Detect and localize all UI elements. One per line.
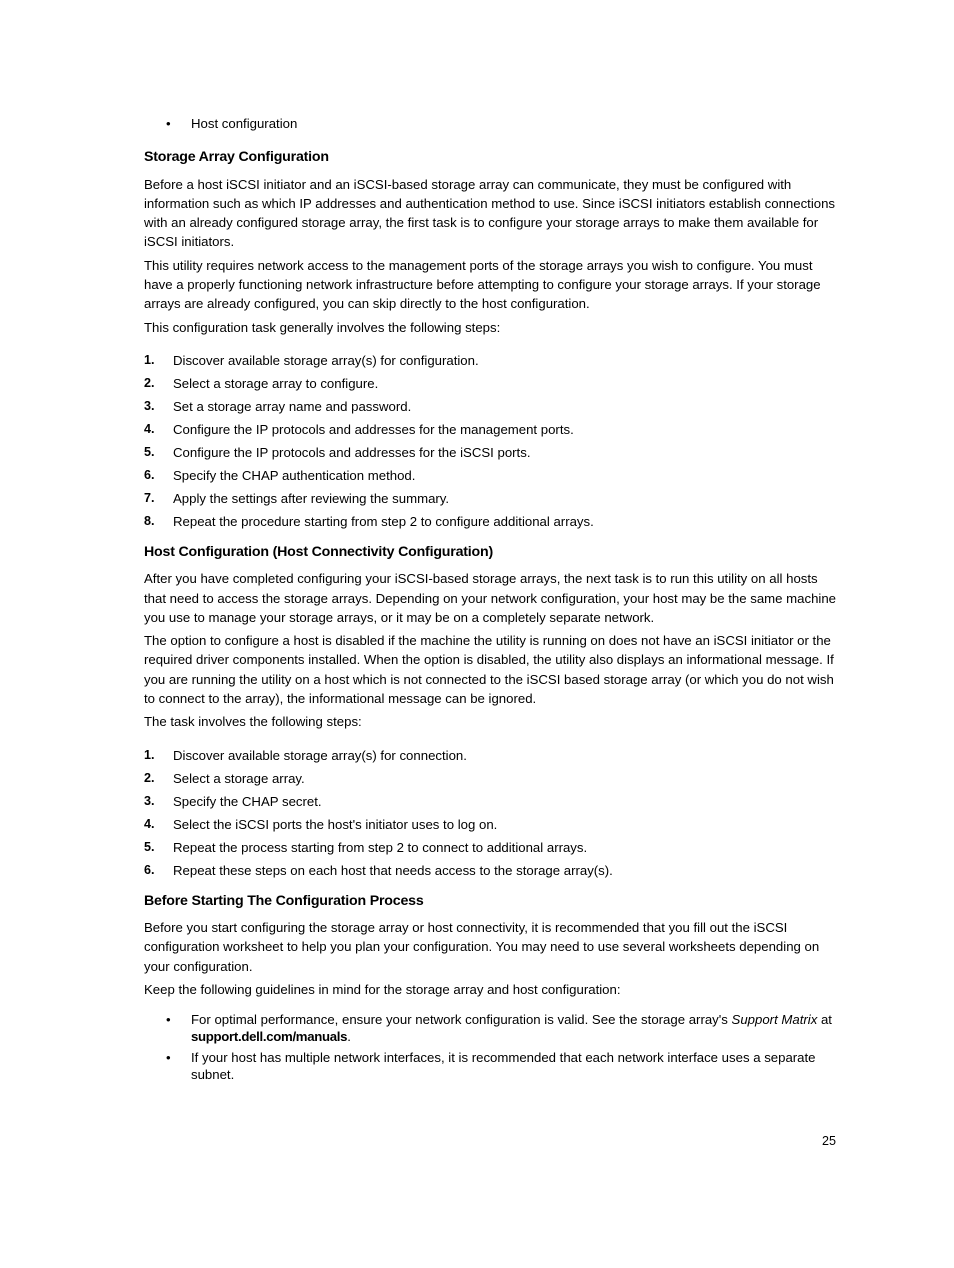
- step-text: Repeat the process starting from step 2 to connect to additional arrays.: [173, 839, 588, 855]
- step-text: Select a storage array to configure.: [173, 375, 379, 391]
- list-item: [144, 489, 840, 512]
- paragraph: After you have completed configuring your iSCSI-based storage arrays, the next task is to run this utility on all hosts that need to access the storage arrays. Depending on your network configuration, your host may be the same machine you use to manage your storage arrays, or it may be on a completely separate network.: [144, 571, 837, 625]
- step-text: Discover available storage array(s) for configuration.: [173, 352, 479, 368]
- top-bullet-list: [144, 114, 840, 133]
- section-heading-host-configuration: Host Configuration (Host Connectivity Configuration): [144, 543, 493, 560]
- section-heading-before-starting: Before Starting The Configuration Process: [144, 892, 424, 909]
- step-number: 5.: [144, 839, 155, 854]
- paragraph: Before you start configuring the storage array or host connectivity, it is recommended that you fill out the iSCSI configuration worksheet to help you plan your configuration. You may need to use several worksheets depending on your configuration.: [144, 919, 820, 974]
- step-number: 2.: [144, 375, 155, 390]
- step-number: 1.: [144, 352, 155, 367]
- paragraph: The option to configure a host is disabled if the machine the utility is running on does not have an iSCSI initiator or the required driver components installed. When the option is disabled, the utility also displays an informational message. If you are running the utility on a host which is not connected to the iSCSI based storage array (or which you do not wish to connect to the array), the informational message can be ignored.: [144, 633, 834, 707]
- step-text: Configure the IP protocols and addresses for the iSCSI ports.: [173, 444, 531, 460]
- step-number: 4.: [144, 421, 155, 436]
- support-url-link[interactable]: support.dell.com/manuals: [191, 1029, 348, 1045]
- step-number: 3.: [144, 398, 155, 413]
- section-heading-storage-array: Storage Array Configuration: [144, 149, 329, 166]
- step-text: Configure the IP protocols and addresses for the management ports.: [173, 421, 574, 437]
- list-item: [144, 815, 840, 838]
- guideline-text: For optimal performance, ensure your network configuration is valid. See the storage array's: [191, 1012, 732, 1028]
- step-number: 6.: [144, 467, 155, 482]
- step-number: 4.: [144, 816, 155, 831]
- list-item: [144, 792, 840, 815]
- guideline-text: .: [347, 1029, 351, 1045]
- list-item: [144, 443, 840, 466]
- step-number: 3.: [144, 793, 155, 808]
- step-text: Repeat these steps on each host that needs access to the storage array(s).: [173, 862, 613, 878]
- list-item: [144, 1011, 840, 1045]
- list-item: [144, 466, 840, 489]
- list-item: • If your host has multiple network interfaces, it is recommended that each network interface uses a separate subnet.: [144, 1049, 840, 1083]
- step-text: Set a storage array name and password.: [173, 398, 412, 414]
- step-number: 7.: [144, 490, 155, 505]
- list-item: [144, 838, 840, 861]
- storage-array-steps: [144, 351, 840, 535]
- step-text: Discover available storage array(s) for connection.: [173, 747, 467, 763]
- paragraph: Keep the following guidelines in mind for the storage array and host configuration:: [144, 981, 621, 997]
- list-item: [144, 397, 840, 420]
- step-text: Select a storage array.: [173, 770, 305, 786]
- list-item: [144, 769, 840, 792]
- step-number: 2.: [144, 770, 155, 785]
- list-item: [144, 746, 840, 769]
- step-text: Specify the CHAP secret.: [173, 793, 322, 809]
- step-number: 5.: [144, 444, 155, 459]
- step-number: 8.: [144, 513, 155, 528]
- page-number: 25: [822, 1134, 837, 1148]
- step-number: 6.: [144, 862, 155, 877]
- step-text: Apply the settings after reviewing the summary.: [173, 490, 450, 506]
- support-matrix-reference: Support Matrix: [731, 1012, 818, 1028]
- paragraph: Before a host iSCSI initiator and an iSCSI-based storage array can communicate, they must be configured with information such as which IP addresses and authentication method to use. Since iSCSI initiators establish connections with an already configured storage array, the first task is to configure your storage arrays to make them available for iSCSI initiators.: [144, 176, 836, 250]
- guideline-text: at: [817, 1012, 832, 1028]
- paragraph: The task involves the following steps:: [144, 714, 362, 730]
- paragraph: This configuration task generally involves the following steps:: [144, 319, 501, 335]
- step-text: Repeat the procedure starting from step 2 to configure additional arrays.: [173, 513, 594, 529]
- list-item: [144, 420, 840, 443]
- paragraph: This utility requires network access to the management ports of the storage arrays you wish to configure. You must have a properly functioning network infrastructure before attempting to configure your storage arrays. If your storage arrays are already configured, you can skip directly to the host configuration.: [144, 257, 821, 312]
- list-item: [144, 374, 840, 397]
- host-configuration-steps: [144, 746, 840, 884]
- list-item: • Host configuration: [144, 114, 840, 133]
- step-number: 1.: [144, 747, 155, 762]
- guidelines-list: [144, 1011, 840, 1083]
- step-text: Specify the CHAP authentication method.: [173, 467, 416, 483]
- step-text: Select the iSCSI ports the host's initiator uses to log on.: [173, 816, 498, 832]
- page-content: [144, 112, 840, 1083]
- list-item: [144, 351, 840, 374]
- list-item: [144, 512, 840, 535]
- list-item: [144, 861, 840, 884]
